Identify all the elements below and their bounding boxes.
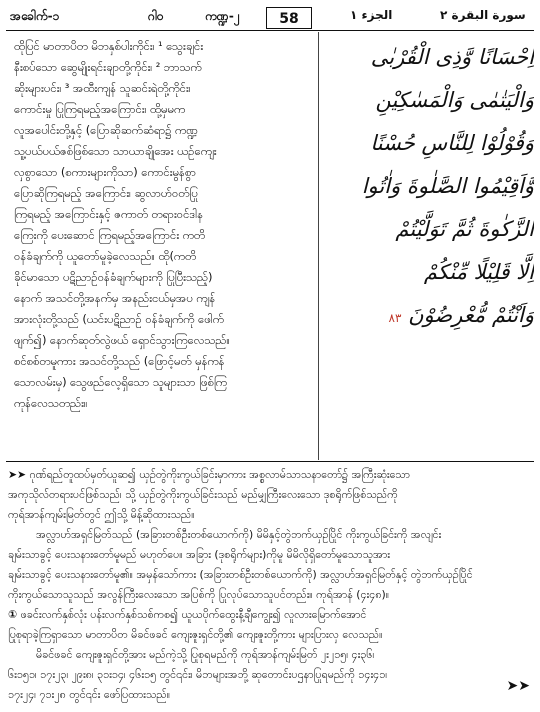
footnote-text: အလ္လာဟ်အရှင်မြတ်သည် (အခြားတစ်ဦးတစ်ယောက်ကို) မိမိနှင့်တွဲဘက်ယှဉ်ပြိုင် ကိုးကွယ်ခြင်းကို အလျင်း bbox=[36, 528, 442, 541]
footnote-line bbox=[8, 685, 534, 705]
footnote-line bbox=[8, 525, 534, 545]
arabic-verse-column bbox=[322, 36, 534, 337]
arabic-line: وَقُوْلُوْا لِلنَّاسِ حُسْنًا bbox=[370, 131, 534, 155]
arabic-line: اِحْسَانًا وَّذِى الْقُرْبٰى bbox=[370, 45, 534, 69]
footnote-marker: ① bbox=[8, 608, 18, 621]
column-divider bbox=[318, 32, 319, 460]
footnote-line bbox=[8, 465, 534, 485]
arabic-line: وَّاَقِيْمُوا الصَّلٰوةَ وَاٰتُوا bbox=[361, 174, 534, 198]
continue-marker: ➤➤ bbox=[506, 678, 530, 694]
arabic-line-text: وَاَنْتُمْ مُّعْرِضُوْنَ bbox=[408, 303, 534, 327]
footnote-line bbox=[8, 645, 534, 665]
arabic-line-final bbox=[322, 294, 534, 337]
footnote-text: ကိုးကွယ်သောသူသည် အလွန်ကြီးလေးသော အပြစ်ကို ပြုလုပ်သောသူပင်တည်း။ ကုရ်အာန် (၄း၄၈)။ bbox=[8, 588, 390, 601]
page-header bbox=[0, 0, 540, 30]
footnote-rule bbox=[6, 461, 534, 462]
translation-line: ခိုင်မာသော ပဋိညာဉ်ဝန်ခံချက်များကို ပြုပြီးသည့်) bbox=[14, 270, 213, 284]
header-left-mid-label: ဂါဝ bbox=[148, 9, 164, 23]
translation-line: ဆိုးများပင်း၊ ³ အထီးကျန် သူဆင်းရဲတို့ကိုင်း၊ bbox=[14, 81, 191, 95]
footnote-line bbox=[8, 565, 534, 585]
translation-line: ထိုပြင် မာတာပိတ မိဘနှစ်ပါးကိုင်း၊ ¹ သွေးချင်း bbox=[14, 39, 204, 53]
footnote-text: ချမ်းသာခွင့် ပေးသနားတော်မူ၏။ အမှန်သော်ကား (အခြားတစ်ဦးတစ်ယောက်ကို) အလ္လာဟ်အရှင်မြတ်နှင့် တွဲဘက်ယှဉ်ပြိုင် bbox=[8, 568, 473, 581]
footnote-line bbox=[8, 485, 534, 505]
footnote-line bbox=[8, 545, 534, 565]
footnote-line bbox=[8, 505, 534, 525]
translation-line: စင်စစ်တမူကား အသင်တို့သည် (ဖြောင့်မတ် မှန်ကန် bbox=[14, 354, 225, 368]
arabic-line: الزَّكٰوةَ ثُمَّ تَوَلَّيْتُمْ bbox=[395, 217, 534, 241]
footnote-marker: ➤➤ bbox=[8, 468, 27, 481]
footnote-text: ၆း၁၅၁၊ ၁၇း၂၃၊ ၂၉း၈၊ ၃၁း၁၄၊ ၄၆း၁၅ တွင်၎င်း၊ မိဘများအဘို့ ဆုတောင်းပဌနာပြုရမည်ကို ၁၄း၄၁၊ bbox=[8, 668, 388, 681]
translation-line: ပြောဆိုကြရမည့် အကြောင်း၊ ဆွလာဟ်ဝတ်ပြု bbox=[14, 186, 198, 200]
footnote-line bbox=[8, 605, 534, 625]
translation-line: ကုန်လေသတည်း။ bbox=[14, 396, 88, 410]
footnote-text: အကုသိုလ်တရားပင်ဖြစ်သည်၊ သို့ ယှဉ်တွဲကိုးကွယ်ခြင်းသည် မည်မျှကြီးလေးသော ဒုစရိုက်ဖြစ်သည်ကို bbox=[8, 488, 398, 501]
translation-line: ကောင်းမှု ပြုကြရမည့်အကြောင်း၊ ထို့မှမက bbox=[14, 102, 186, 116]
footnote-text: ၁၇း၂၄၊ ၇၁း၂၈ တွင်၎င်း ဖော်ပြထားသည်။ bbox=[8, 688, 171, 701]
header-juz-label: الجزء ١ bbox=[350, 8, 393, 22]
footnote-text: ဂုဏ်ရည်တူထပ်မှတ်ယူဆ၍ ယှဉ်တွဲကိုးကွယ်ခြင်းမှာကား အစ္စလာမ်သာသနာတော်၌ အကြီးဆုံးသော bbox=[29, 468, 410, 481]
translation-line: သောလမ်းမှ) သွေဖည်လေ့ရှိသော သူများသာ ဖြစ်ကြ bbox=[14, 375, 227, 389]
translation-line: သူ့ပယ်ပယ်ဇစ်ဖြစ်သော သာယာချိုအေး ယဉ်ကျေး bbox=[14, 144, 217, 158]
translation-line: နီးစပ်သော ဆွေမျိုးရင်းချာတို့ကိုင်း၊ ² ဘာသက် bbox=[14, 60, 202, 74]
translation-line: ကြရမည့် အကြောင်းနှင့် ဇကာတ် တရားဝင်ဒါန bbox=[14, 207, 204, 221]
footnote-text: ချမ်းသာခွင့် ပေးသနားတော်မူမည် မဟုတ်ပေ။ အခြား (ဒုစရိုက်များ)ကိုမူ မိမိလိုရှိတော်မူသောသူအား bbox=[8, 548, 391, 561]
translation-line: ကြေးကို ပေးဆောင် ကြရမည့်အကြောင်း ကတိ bbox=[14, 228, 205, 242]
footnote-text: ကုရ်အာန်ကျမ်းမြတ်တွင် ဤသို့ မိန့်ဆိုထားသည်။ bbox=[8, 508, 195, 521]
footnote-text: ပြုစုရာခဲ့ကြရှာသော မာတာပိတ မိခင်ဖခင် ကျေးဇူးရှင်တို့၏ ကျေးဇူးတို့ကား များပြားလှ လေသည်။ bbox=[8, 628, 383, 641]
footnote-text: မိခင်ဖခင် ကျေးဇူးရှင်တို့အား မည်ကဲ့သို့ ပြုစုရမည်ကို ကုရ်အာန်ကျမ်းမြတ် ၂း၂၁၅၊ ၄း၃၆၊ bbox=[36, 648, 375, 661]
footnote-line bbox=[8, 585, 534, 605]
footnote-line bbox=[8, 665, 534, 685]
arabic-line: اِلَّا قَلِيْلًا مِّنْكُمْ bbox=[423, 260, 534, 284]
translation-line: လူအပေါင်းတို့နှင့် (ပြောဆိုဆက်ဆံရာ၌ ကဏ္ဍ bbox=[14, 123, 198, 137]
footnote-line bbox=[8, 625, 534, 645]
header-section-label: ကဏ္ဍ-၂ bbox=[205, 9, 240, 23]
translation-line: လှစွာသော (စကားများကိုသာ) ကောင်းမွန်စွာ bbox=[14, 165, 196, 179]
header-rule bbox=[6, 30, 534, 31]
translation-line: နောက် အသင်တို့အနက်မှ အနည်းငယ်မှအပ ကျန် bbox=[14, 291, 216, 305]
translation-line: ဖျက်၍) နောက်ဆုတ်လွဲဖယ် ရှောင်သွားကြလေသည်။ bbox=[14, 333, 230, 347]
translation-column bbox=[14, 36, 312, 414]
ayah-number-marker: ٨٣ bbox=[388, 311, 402, 325]
footnote-text: ဖခင်းလက်နှစ်လုံး ပန်းလက်နှစ်သစ်ကစ၍ ယူယပိုက်ထွေးနီ့ချီကျွေး၍ လူလားမြောက်အောင် bbox=[20, 608, 367, 621]
footnotes bbox=[8, 465, 534, 705]
header-left-label: အခေါက်-၁ bbox=[10, 9, 60, 23]
page-number: 58 bbox=[266, 7, 312, 29]
header-surah-label: سورة البقرة ٢ bbox=[440, 8, 526, 22]
translation-line: အားလုံးတို့သည် (ယင်းပဋိညာဉ် ဝန်ခံချက်ကို ဖေါက် bbox=[14, 312, 224, 326]
translation-line: ဝန်ခံချက်ကို ယူတော်မူခဲ့လေသည်။ ထို(ကတိ bbox=[14, 249, 197, 263]
arabic-line: وَالْيَتٰمٰى وَالْمَسٰكِيْنِ bbox=[375, 88, 534, 112]
